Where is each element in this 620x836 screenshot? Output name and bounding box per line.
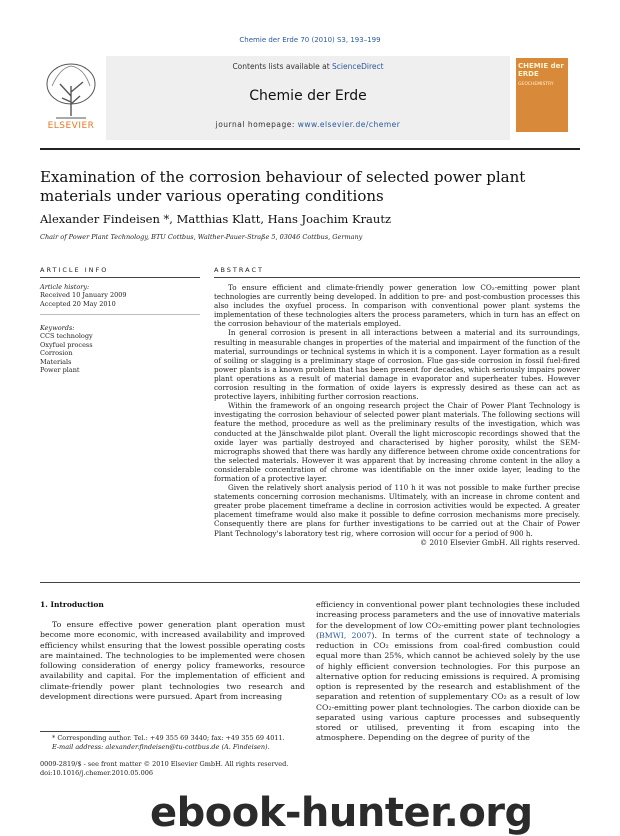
- keywords-block: [40, 324, 200, 374]
- intro-text-a: efficiency in conventional power plant technologies these included increasing process parameters and the use of innovative materials for the development of low CO₂-emitting power plant technologies (: [316, 600, 580, 640]
- keyword-item: Corrosion: [40, 349, 73, 358]
- abstract-copyright: © 2010 Elsevier GmbH. All rights reserved.: [419, 537, 580, 547]
- abstract-body: [214, 283, 580, 547]
- abstract-heading: ABSTRACT: [214, 266, 264, 274]
- abstract-rule: [214, 277, 580, 278]
- article-history: [40, 283, 200, 308]
- article-title: Examination of the corrosion behaviour of selected power plant materials under various operating conditions: [40, 168, 526, 205]
- intro-paragraph: To ensure effective power generation plant operation must become more economic, with increased availability and improved efficiency whilst ensuring that the lowest possible operating costs are maintained. The technologies to be implemented were chosen following consideration of energy policy frameworks, resource availability and capital. For the implementation of efficient and climate-friendly power plant technologies two research and development directions were pursued. Apart from increasing: [40, 620, 305, 701]
- homepage-link[interactable]: www.elsevier.de/chemer: [297, 120, 401, 129]
- keywords-label: Keywords:: [40, 324, 75, 332]
- footnote: [52, 734, 312, 751]
- accepted-date: Accepted 20 May 2010: [40, 299, 116, 308]
- keyword-item: Materials: [40, 357, 72, 366]
- keyword-item: CCS technology: [40, 332, 93, 341]
- watermark-text: ebook-hunter.org: [150, 790, 533, 836]
- abstract-bottom-rule: [40, 582, 580, 583]
- article-info-rule: [40, 277, 200, 278]
- corresponding-author-note: * Corresponding author. Tel.: +49 355 69 3440; fax: +49 355 69 4011.: [52, 734, 285, 742]
- header-rule: [40, 148, 580, 150]
- contents-line: [106, 62, 510, 71]
- intro-right-column: [316, 600, 580, 744]
- issn-doi: [40, 760, 340, 777]
- journal-name: Chemie der Erde: [249, 88, 367, 104]
- history-rule: [40, 314, 200, 315]
- section-heading-introduction: 1. Introduction: [40, 600, 104, 609]
- front-matter-line: 0009-2819/$ - see front matter © 2010 Elsevier GmbH. All rights reserved.: [40, 760, 289, 768]
- intro-text-b: ). In terms of the current state of technology a reduction in CO₂ emissions from coal-fired combustion could equal more than 25%, which cannot be achieved solely by the use of highly efficient conversion technologies. For this purpose an alternative option for reducing emissions is required. A promising option is represented by the research and establishment of the separation and retention of supplementary CO₂ as a result of low CO₂-emitting power plant technologies. The carbon dioxide can be separated using various capture processes and subsequently stored or utilised, preventing it from escaping into the atmosphere. Depending on the degree of purity of the: [316, 630, 581, 743]
- abstract-paragraph: In general corrosion is present in all interactions between a material and its surroundings, resulting in measurable changes in properties of the material and impairment of the function of the material, surroundings or technical systems in which it is a component. Layer formation as a result of soiling or slagging is a preliminary stage of corrosion. Flue gas-side corrosion in fossil fuel-fired power plants is a known problem that has been present for decades, which seriously impairs power plant operations as a result of material damage in evaporator and superheater tubes. However corrosion resulting in the formation of oxide layers is expressly desired as these can act as protective layers, inhibiting further corrosion reactions.: [214, 328, 580, 402]
- contents-prefix: Contents lists available at: [232, 62, 333, 71]
- keyword-item: Power plant: [40, 366, 80, 375]
- author-affiliation: Chair of Power Plant Technology, BTU Cottbus, Walther-Pauer-Straße 5, 03046 Cottbus, Germany: [40, 233, 363, 241]
- keyword-item: Oxyfuel process: [40, 340, 93, 349]
- citation-link-bmwi[interactable]: BMWI, 2007: [319, 630, 372, 640]
- article-authors: Alexander Findeisen *, Matthias Klatt, Hans Joachim Krautz: [40, 212, 392, 226]
- cover-title: CHEMIE der ERDE: [518, 62, 564, 78]
- intro-paragraph-continued: [316, 600, 580, 744]
- cover-subtitle: GEOCHEMISTRY: [518, 82, 554, 87]
- abstract-paragraph: To ensure efficient and climate-friendly power generation low CO₂-emitting power plant technologies are currently being developed. In addition to pre- and post-combustion processes this also includes the oxyfuel process. In comparison with conventional power plant systems the implementation of these technologies alters the process parameters, which in turn has an effect on the corrosion behaviour of the materials employed.: [214, 283, 580, 329]
- sciencedirect-link[interactable]: ScienceDirect: [332, 62, 384, 71]
- journal-citation: Chemie der Erde 70 (2010) S3, 193–199: [239, 36, 381, 44]
- homepage-prefix: journal homepage:: [215, 120, 298, 129]
- doi-line: doi:10.1016/j.chemer.2010.05.006: [40, 768, 153, 777]
- article-info-heading: ARTICLE INFO: [40, 266, 109, 274]
- abstract-paragraph: Within the framework of an ongoing research project the Chair of Power Plant Technology is investigating the corrosion behaviour of selected power plant materials. The following sections will feature the method, procedure as well as the preliminary results of the investigation, which was conducted at the Jänschwalde pilot plant. Overall the light microscopic recordings showed that the oxide layer was partially destroyed and characterised by higher porosity, whilst the SEM-micrographs showed that there was hardly any difference between chrome oxide concentrations for the selected materials. However it was apparent that by increasing chrome content in the alloy a considerable concentration of chrome was identifiable on the inner oxide layer, leading to the formation of a protective layer.: [214, 401, 580, 483]
- journal-homepage: [106, 120, 510, 129]
- intro-left-column: [40, 620, 305, 702]
- history-label: Article history:: [40, 283, 90, 291]
- author-email-note: E-mail address: alexander.findeisen@tu-cottbus.de (A. Findeisen).: [52, 742, 270, 751]
- footnote-rule: [40, 731, 120, 732]
- received-date: Received 10 January 2009: [40, 291, 127, 300]
- abstract-paragraph: Given the relatively short analysis period of 110 h it was not possible to make further precise statements concerning corrosion mechanisms. Ultimately, with an increase in chrome content and greater probe placement timeframe a decline in corrosion activities would be expected. A greater placement timeframe would also make it possible to define corrosion mechanisms more precisely. Consequently there are plans for further investigations to be carried out at the Chair of Power Plant Technology's laboratory test rig, where corrosion will occur for a period of 900 h.: [214, 483, 580, 538]
- elsevier-wordmark: ELSEVIER: [47, 121, 95, 131]
